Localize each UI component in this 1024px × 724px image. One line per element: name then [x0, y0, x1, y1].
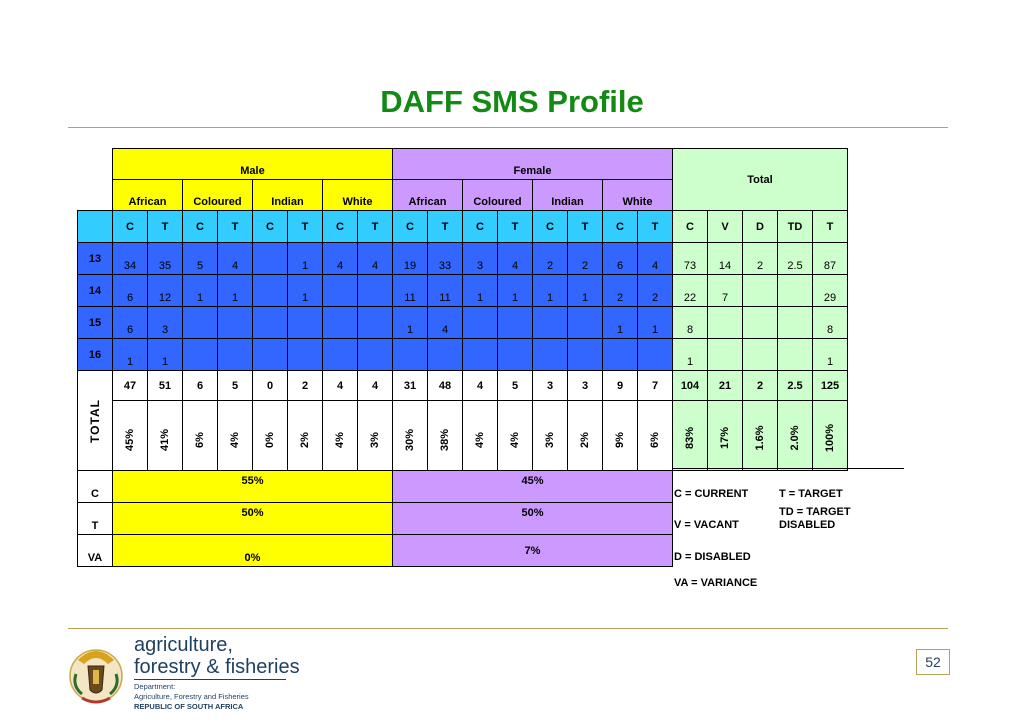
total-value: 4: [323, 371, 358, 401]
table-cell: [183, 307, 218, 339]
legend-target: T = TARGET: [779, 488, 843, 500]
total-value: 4: [358, 371, 393, 401]
sub-header: T: [148, 211, 183, 243]
table-cell: 1: [288, 275, 323, 307]
row-label: 16: [78, 339, 113, 371]
percent-cell: [638, 401, 673, 471]
percent-value: 3%: [544, 432, 556, 448]
table-cell: 2: [638, 275, 673, 307]
corner-blank: [78, 149, 113, 180]
percent-cell: [113, 401, 148, 471]
total-sub-header: T: [813, 211, 848, 243]
percent-cell: [323, 401, 358, 471]
table-cell: 6: [113, 307, 148, 339]
org-underline: [134, 679, 286, 680]
legend-divider: [673, 468, 904, 469]
table-cell: 12: [148, 275, 183, 307]
percent-total-cell: [743, 401, 778, 471]
percent-cell: [218, 401, 253, 471]
table-cell: [638, 339, 673, 371]
department-label: Department:: [134, 682, 176, 691]
total-cell: 8: [813, 307, 848, 339]
table-cell: [498, 307, 533, 339]
male-race-header: White: [323, 180, 393, 211]
sub-header: T: [638, 211, 673, 243]
total-value: 3: [568, 371, 603, 401]
total-value: 0: [253, 371, 288, 401]
female-race-header: White: [603, 180, 673, 211]
table-cell: 35: [148, 243, 183, 275]
female-header: Female: [393, 149, 673, 180]
total-cell: 7: [708, 275, 743, 307]
total-total-value: 2.5: [778, 371, 813, 401]
org-name: [134, 634, 300, 678]
total-value: 5: [498, 371, 533, 401]
sub-header: C: [113, 211, 148, 243]
percent-cell: [498, 401, 533, 471]
total-row-label: [78, 371, 113, 471]
total-sub-header: TD: [778, 211, 813, 243]
sub-header: C: [323, 211, 358, 243]
table-cell: [288, 307, 323, 339]
corner-cyan: [78, 211, 113, 243]
table-cell: 11: [428, 275, 463, 307]
table-cell: 1: [463, 275, 498, 307]
total-value: 2: [288, 371, 323, 401]
table-cell: 4: [638, 243, 673, 275]
table-cell: 1: [568, 275, 603, 307]
table-cell: 19: [393, 243, 428, 275]
total-value: 6: [183, 371, 218, 401]
total-cell: [743, 307, 778, 339]
sub-header: T: [498, 211, 533, 243]
summary-label: T: [78, 503, 113, 535]
table-row: [78, 339, 848, 371]
total-cell: 1: [673, 339, 708, 371]
table-cell: 34: [113, 243, 148, 275]
table-row: [78, 275, 848, 307]
total-total-value: 104: [673, 371, 708, 401]
percent-cell: [603, 401, 638, 471]
total-total-value: 125: [813, 371, 848, 401]
table-cell: [323, 307, 358, 339]
table-cell: 1: [638, 307, 673, 339]
table-cell: [323, 275, 358, 307]
total-cell: [708, 307, 743, 339]
percent-value: 38%: [439, 428, 451, 452]
percent-cell: [183, 401, 218, 471]
percent-value: 45%: [124, 428, 136, 452]
percent-total-cell: [673, 401, 708, 471]
table-cell: [218, 307, 253, 339]
total-cell: [778, 275, 813, 307]
table-cell: [323, 339, 358, 371]
summary-male: 50%: [113, 503, 393, 535]
row-label: 13: [78, 243, 113, 275]
percent-value: 6%: [649, 432, 661, 448]
table-cell: 1: [533, 275, 568, 307]
total-total-value: 2: [743, 371, 778, 401]
percent-total-cell: [708, 401, 743, 471]
total-cell: [778, 307, 813, 339]
percent-value: 30%: [404, 428, 416, 452]
total-vertical-label: TOTAL: [88, 398, 102, 443]
percent-cell: [533, 401, 568, 471]
female-race-header: African: [393, 180, 463, 211]
legend-current: C = CURRENT: [674, 488, 749, 500]
male-header: Male: [113, 149, 393, 180]
table-cell: 4: [498, 243, 533, 275]
percent-cell: [568, 401, 603, 471]
percent-cell: [253, 401, 288, 471]
summary-female: 45%: [393, 471, 673, 503]
total-cell: 29: [813, 275, 848, 307]
total-header: Total: [673, 149, 848, 211]
country-name: REPUBLIC OF SOUTH AFRICA: [134, 702, 244, 711]
table-cell: [463, 339, 498, 371]
percent-value: 4%: [509, 432, 521, 448]
table-cell: 2: [603, 275, 638, 307]
table-cell: [253, 339, 288, 371]
total-value: 48: [428, 371, 463, 401]
sub-header: T: [218, 211, 253, 243]
table-cell: [568, 339, 603, 371]
percent-cell: [358, 401, 393, 471]
table-cell: 1: [393, 307, 428, 339]
summary-male: 0%: [113, 535, 393, 567]
table-cell: 33: [428, 243, 463, 275]
percent-total-value: 100%: [824, 423, 836, 453]
table-cell: 2: [568, 243, 603, 275]
table-cell: 6: [113, 275, 148, 307]
table-cell: [218, 339, 253, 371]
total-cell: 22: [673, 275, 708, 307]
total-value: 3: [533, 371, 568, 401]
table-cell: [393, 339, 428, 371]
table-cell: 4: [323, 243, 358, 275]
percent-value: 4%: [334, 432, 346, 448]
legend-variance: VA = VARIANCE: [674, 577, 758, 589]
percent-value: 9%: [614, 432, 626, 448]
sub-header: C: [253, 211, 288, 243]
percent-value: 4%: [474, 432, 486, 448]
sub-header: T: [288, 211, 323, 243]
table-cell: [603, 339, 638, 371]
table-cell: 5: [183, 243, 218, 275]
table-cell: 1: [288, 243, 323, 275]
total-cell: 1: [813, 339, 848, 371]
sub-header: T: [428, 211, 463, 243]
total-cell: 2.5: [778, 243, 813, 275]
summary-male: 55%: [113, 471, 393, 503]
sub-header: C: [603, 211, 638, 243]
table-cell: 1: [183, 275, 218, 307]
table-cell: [498, 339, 533, 371]
percent-cell: [463, 401, 498, 471]
percent-value: 6%: [194, 432, 206, 448]
total-value: 31: [393, 371, 428, 401]
total-cell: [708, 339, 743, 371]
table-cell: 1: [603, 307, 638, 339]
sub-header: T: [568, 211, 603, 243]
percent-cell: [288, 401, 323, 471]
total-cell: 87: [813, 243, 848, 275]
female-race-header: Coloured: [463, 180, 533, 211]
total-value: 51: [148, 371, 183, 401]
percent-total-value: 83%: [684, 426, 696, 450]
percent-cell: [428, 401, 463, 471]
sms-profile-table: [77, 148, 848, 567]
table-cell: 4: [428, 307, 463, 339]
legend-disabled: D = DISABLED: [674, 551, 751, 563]
male-race-header: Indian: [253, 180, 323, 211]
percent-value: 3%: [369, 432, 381, 448]
title-divider: [68, 127, 948, 128]
total-total-value: 21: [708, 371, 743, 401]
table-cell: [428, 339, 463, 371]
department-block: [134, 682, 249, 712]
total-cell: [778, 339, 813, 371]
total-sub-header: C: [673, 211, 708, 243]
table-cell: [533, 339, 568, 371]
table-cell: [253, 243, 288, 275]
summary-female: 7%: [393, 535, 673, 567]
footer-divider: [68, 628, 948, 629]
total-cell: 2: [743, 243, 778, 275]
corner-blank: [78, 180, 113, 211]
sub-header: C: [533, 211, 568, 243]
percent-value: 2%: [299, 432, 311, 448]
sub-header: C: [463, 211, 498, 243]
percent-value: 2%: [579, 432, 591, 448]
table-cell: 1: [148, 339, 183, 371]
table-cell: [288, 339, 323, 371]
total-value: 5: [218, 371, 253, 401]
total-row: [78, 371, 848, 401]
percent-total-value: 17%: [719, 426, 731, 450]
row-label: 15: [78, 307, 113, 339]
page-title: DAFF SMS Profile: [380, 84, 644, 119]
total-cell: [743, 339, 778, 371]
table-cell: [253, 275, 288, 307]
table-cell: [358, 307, 393, 339]
percent-total-cell: [778, 401, 813, 471]
percent-total-cell: [813, 401, 848, 471]
table-cell: 6: [603, 243, 638, 275]
percent-cell: [393, 401, 428, 471]
table-cell: [253, 307, 288, 339]
table-cell: 3: [148, 307, 183, 339]
total-cell: 14: [708, 243, 743, 275]
percent-cell: [148, 401, 183, 471]
male-race-header: Coloured: [183, 180, 253, 211]
summary-label: VA: [78, 535, 113, 567]
sub-header: C: [393, 211, 428, 243]
table-cell: 2: [533, 243, 568, 275]
legend-target-disabled: TD = TARGET DISABLED: [779, 506, 851, 531]
table-cell: 11: [393, 275, 428, 307]
male-race-header: African: [113, 180, 183, 211]
row-label: 14: [78, 275, 113, 307]
table-row: [78, 307, 848, 339]
table-cell: [533, 307, 568, 339]
table-cell: [463, 307, 498, 339]
table-cell: [183, 339, 218, 371]
org-name-line2: forestry & fisheries: [134, 656, 300, 678]
total-value: 47: [113, 371, 148, 401]
department-name: Agriculture, Forestry and Fisheries: [134, 692, 249, 701]
total-cell: 73: [673, 243, 708, 275]
table-cell: 3: [463, 243, 498, 275]
table-cell: 1: [218, 275, 253, 307]
coat-of-arms-logo: [68, 640, 124, 717]
page-number: 52: [916, 649, 950, 675]
summary-female: 50%: [393, 503, 673, 535]
percent-total-value: 2.0%: [789, 425, 801, 451]
percent-total-value: 1.6%: [754, 425, 766, 451]
total-value: 9: [603, 371, 638, 401]
table-cell: [358, 339, 393, 371]
total-sub-header: D: [743, 211, 778, 243]
legend-vacant: V = VACANT: [674, 519, 739, 531]
total-sub-header: V: [708, 211, 743, 243]
percent-value: 41%: [159, 428, 171, 452]
table-cell: [358, 275, 393, 307]
table-cell: 1: [498, 275, 533, 307]
total-cell: 8: [673, 307, 708, 339]
sub-header: T: [358, 211, 393, 243]
summary-label: C: [78, 471, 113, 503]
total-value: 4: [463, 371, 498, 401]
total-cell: [743, 275, 778, 307]
table-cell: 4: [358, 243, 393, 275]
percent-row: [78, 401, 848, 471]
total-value: 7: [638, 371, 673, 401]
table-row: [78, 243, 848, 275]
female-race-header: Indian: [533, 180, 603, 211]
sub-header: C: [183, 211, 218, 243]
table-cell: [568, 307, 603, 339]
table-cell: 1: [113, 339, 148, 371]
percent-value: 4%: [229, 432, 241, 448]
org-name-line1: agriculture,: [134, 634, 233, 656]
percent-value: 0%: [264, 432, 276, 448]
table-cell: 4: [218, 243, 253, 275]
